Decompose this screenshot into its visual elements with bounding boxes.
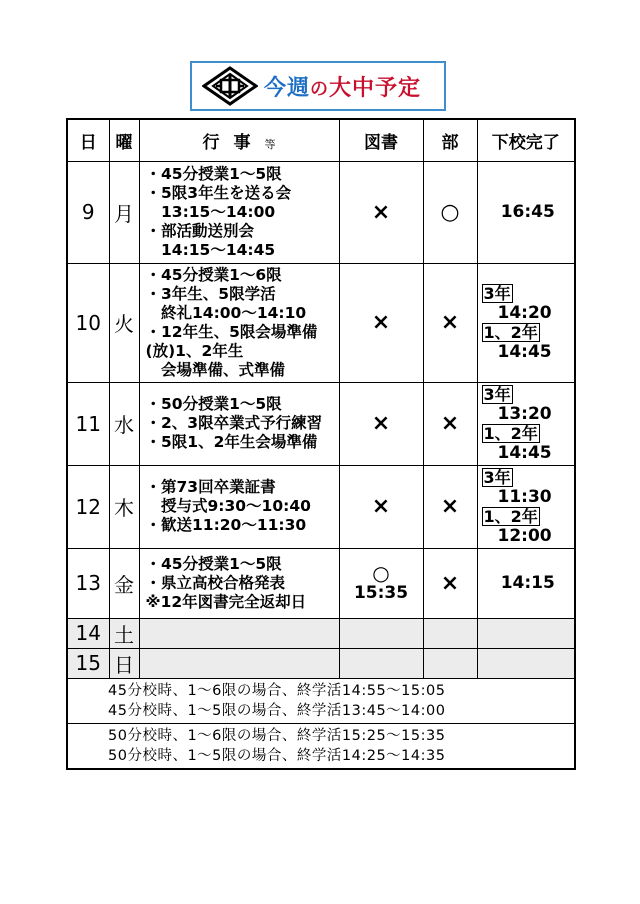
table-row-weekend — [67, 618, 575, 648]
notes-row — [67, 723, 575, 769]
dow-cell: 日 — [109, 648, 139, 678]
event-line: ・2、3限卒業式予行練習 — [145, 414, 323, 432]
title-part-this-week: 今週 — [264, 75, 311, 101]
empty-cell — [339, 618, 423, 648]
dow-cell: 土 — [109, 618, 139, 648]
library-cell: × — [339, 465, 423, 548]
table-row-weekend — [67, 648, 575, 678]
event-line: ・45分授業1～6限 — [145, 265, 282, 284]
title-part-no: の — [310, 78, 330, 100]
dismissal-cell: 14:15 — [477, 548, 575, 618]
empty-cell — [477, 618, 575, 648]
day-cell: 9 — [67, 161, 109, 263]
header-dismissal: 下校完了 — [477, 119, 575, 161]
event-cell — [139, 382, 339, 465]
header-dow: 曜 — [109, 119, 139, 161]
club-cell: × — [423, 382, 477, 465]
dow-cell: 月 — [109, 161, 139, 263]
event-line: (放)1、2年生 — [145, 341, 244, 360]
event-line: 14:15～14:45 — [145, 240, 276, 259]
grade-label: 1、2年 — [483, 423, 538, 443]
event-line: ・12年生、5限会場準備 — [145, 322, 318, 341]
header-row — [67, 119, 575, 161]
school-emblem-icon — [202, 66, 258, 106]
table-row — [67, 548, 575, 618]
event-line: 会場準備、式準備 — [145, 360, 286, 379]
dismissal-time: 12:00 — [497, 525, 552, 546]
library-cell: × — [339, 263, 423, 382]
club-cell: × — [423, 465, 477, 548]
dismissal-time: 14:20 — [497, 302, 552, 323]
header-event-suffix: 等 — [264, 137, 276, 151]
library-cell: × — [339, 161, 423, 263]
dow-cell: 水 — [109, 382, 139, 465]
header-event — [139, 119, 339, 161]
header-day: 日 — [67, 119, 109, 161]
dismissal-time: 14:45 — [497, 442, 552, 463]
header-library: 図書 — [339, 119, 423, 161]
page-title — [264, 71, 421, 102]
event-line: ・県立高校合格発表 — [145, 573, 286, 592]
note-line: 50分校時、1～6限の場合、終学活15:25～15:35 — [108, 727, 446, 744]
dismissal-cell — [477, 382, 575, 465]
event-cell — [139, 161, 339, 263]
empty-cell — [477, 648, 575, 678]
day-cell: 12 — [67, 465, 109, 548]
event-cell — [139, 465, 339, 548]
title-part-schedule: 大中予定 — [329, 75, 422, 101]
grade-label: 1、2年 — [483, 322, 538, 342]
library-time: 15:35 — [353, 583, 409, 603]
table-row — [67, 263, 575, 382]
event-line: ・第73回卒業証書 — [145, 478, 276, 496]
dismissal-time: 11:30 — [497, 486, 552, 507]
table-row — [67, 161, 575, 263]
dismissal-cell — [477, 263, 575, 382]
library-cell: × — [339, 382, 423, 465]
notes-45min — [67, 678, 575, 723]
event-line: ・部活動送別会 — [145, 221, 255, 240]
title-banner — [190, 61, 446, 111]
event-line: 終礼14:00～14:10 — [145, 303, 307, 322]
note-line: 45分校時、1～6限の場合、終学活14:55～15:05 — [108, 682, 446, 699]
table-row — [67, 465, 575, 548]
dismissal-cell: 16:45 — [477, 161, 575, 263]
club-cell: × — [423, 548, 477, 618]
event-line: 13:15～14:00 — [145, 202, 276, 221]
event-line: ※12年図書完全返却日 — [145, 592, 307, 611]
library-cell — [339, 548, 423, 618]
event-line: ・45分授業1～5限 — [145, 554, 282, 573]
empty-cell — [139, 618, 339, 648]
grade-label: 3年 — [483, 283, 511, 303]
event-line: ・5限1、2年生会場準備 — [145, 433, 318, 451]
empty-cell — [423, 648, 477, 678]
dow-cell: 火 — [109, 263, 139, 382]
weekly-schedule-table — [66, 118, 576, 770]
grade-label: 1、2年 — [483, 506, 538, 526]
event-line: ・歓送11:20～11:30 — [145, 516, 307, 534]
notes-row — [67, 678, 575, 723]
day-cell: 13 — [67, 548, 109, 618]
dow-cell: 木 — [109, 465, 139, 548]
event-line: ・3年生、5限学活 — [145, 284, 276, 303]
notes-50min — [67, 723, 575, 769]
dismissal-time: 13:20 — [497, 403, 552, 424]
day-cell: 14 — [67, 618, 109, 648]
day-cell: 15 — [67, 648, 109, 678]
note-line: 45分校時、1～5限の場合、終学活13:45～14:00 — [108, 702, 446, 719]
day-cell: 10 — [67, 263, 109, 382]
note-line: 50分校時、1～5限の場合、終学活14:25～14:35 — [108, 747, 446, 764]
event-line: ・45分授業1～5限 — [145, 164, 282, 183]
club-cell: ○ — [423, 161, 477, 263]
grade-label: 3年 — [483, 384, 511, 404]
dow-cell: 金 — [109, 548, 139, 618]
event-line: ・5限3年生を送る会 — [145, 183, 292, 202]
event-cell — [139, 263, 339, 382]
library-open-mark: ○ — [372, 561, 390, 585]
day-cell: 11 — [67, 382, 109, 465]
dismissal-cell — [477, 465, 575, 548]
dismissal-time: 14:45 — [497, 341, 552, 362]
header-event-label: 行事 — [202, 132, 265, 153]
event-line: ・50分授業1～5限 — [145, 395, 282, 413]
header-club: 部 — [423, 119, 477, 161]
event-cell — [139, 548, 339, 618]
empty-cell — [423, 618, 477, 648]
event-line: 授与式9:30～10:40 — [145, 497, 311, 515]
grade-label: 3年 — [483, 467, 511, 487]
table-row — [67, 382, 575, 465]
club-cell: × — [423, 263, 477, 382]
empty-cell — [339, 648, 423, 678]
empty-cell — [139, 648, 339, 678]
